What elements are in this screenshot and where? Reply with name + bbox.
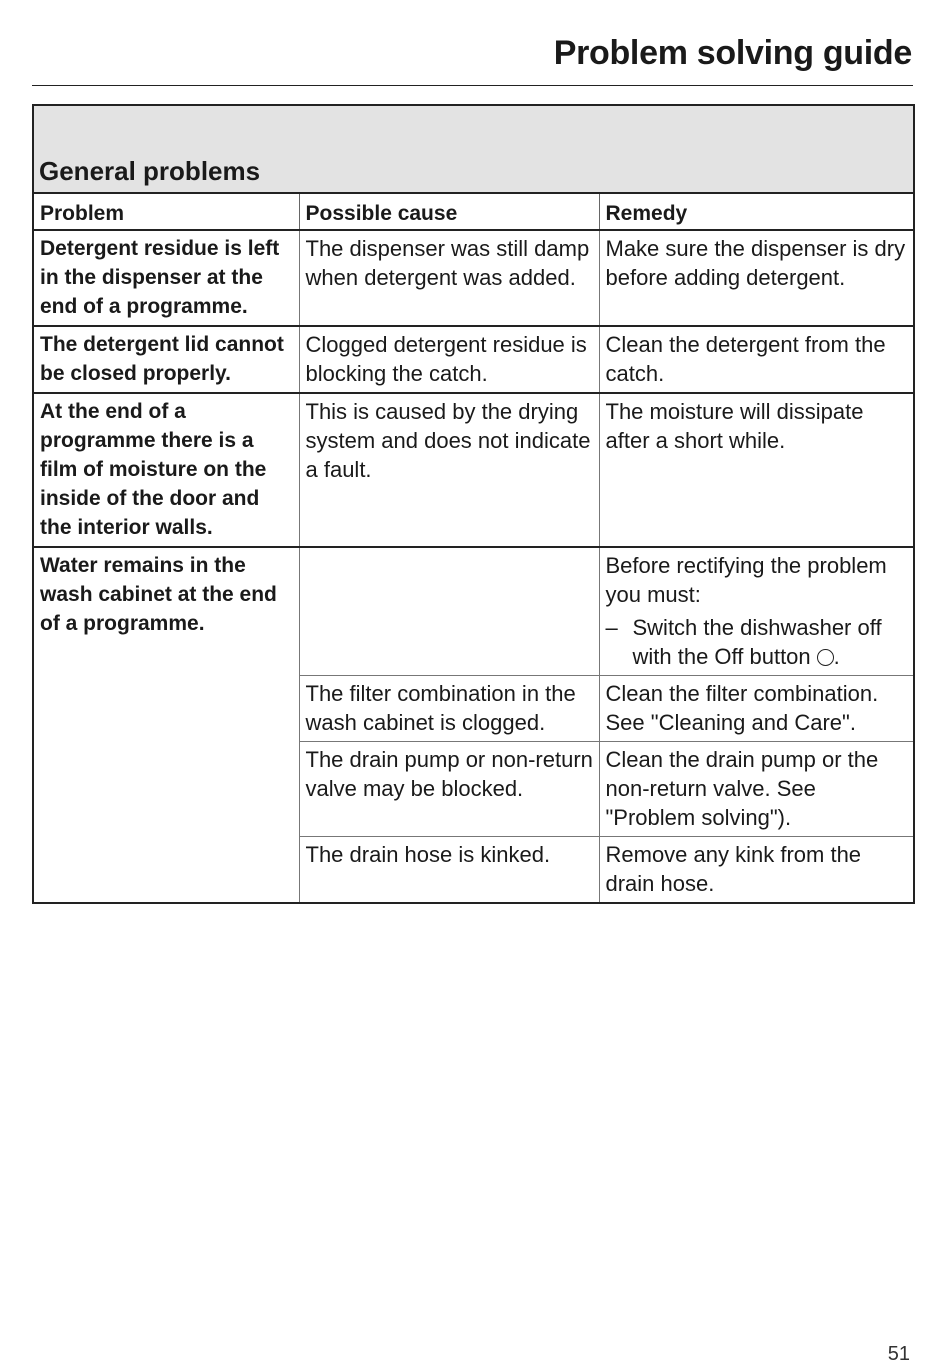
cause-cell: The dispenser was still damp when detergent was added. bbox=[299, 230, 599, 326]
remedy-cell bbox=[599, 547, 914, 676]
cause-cell: Clogged detergent residue is blocking the catch. bbox=[299, 326, 599, 393]
cause-cell: This is caused by the drying system and does not indicate a fault. bbox=[299, 393, 599, 547]
problem-solving-table bbox=[32, 104, 915, 904]
problem-cell: At the end of a programme there is a film of moisture on the inside of the door and the interior walls. bbox=[33, 393, 299, 547]
remedy-cell: The moisture will dissipate after a short while. bbox=[599, 393, 914, 547]
problem-cell: Water remains in the wash cabinet at the end of a programme. bbox=[33, 547, 299, 903]
cause-cell: The drain hose is kinked. bbox=[299, 837, 599, 904]
page-number: 51 bbox=[887, 1343, 910, 1365]
list-item-end: . bbox=[833, 644, 840, 669]
problem-cell: The detergent lid cannot be closed properly. bbox=[33, 326, 299, 393]
list-item bbox=[606, 613, 909, 671]
remedy-cell: Clean the drain pump or the non-return valve. See "Problem solving"). bbox=[599, 742, 914, 837]
remedy-cell: Clean the filter combination. See "Cleaning and Care". bbox=[599, 676, 914, 742]
table-row bbox=[33, 326, 914, 393]
column-header-possible-cause: Possible cause bbox=[299, 193, 599, 230]
section-title: General problems bbox=[33, 105, 914, 193]
page-title: Problem solving guide bbox=[553, 34, 912, 72]
remedy-intro-text: Before rectifying the problem you must: bbox=[605, 553, 887, 607]
table-row bbox=[33, 547, 914, 676]
section-header-row bbox=[33, 105, 914, 193]
table-row bbox=[33, 393, 914, 547]
table-row bbox=[33, 230, 914, 326]
power-off-circle-icon bbox=[817, 649, 834, 666]
list-item-text: Switch the dishwasher off with the Off button bbox=[632, 615, 882, 669]
remedy-cell: Clean the detergent from the catch. bbox=[599, 326, 914, 393]
cause-cell: The drain pump or non-return valve may be blocked. bbox=[299, 742, 599, 837]
title-divider bbox=[32, 85, 913, 86]
column-header-problem: Problem bbox=[33, 193, 299, 230]
remedy-steps-list bbox=[606, 613, 909, 671]
list-dash: – bbox=[605, 615, 618, 640]
problem-cell: Detergent residue is left in the dispenser at the end of a programme. bbox=[33, 230, 299, 326]
remedy-cell: Remove any kink from the drain hose. bbox=[599, 837, 914, 904]
cause-cell bbox=[299, 547, 599, 676]
column-header-row bbox=[33, 193, 914, 230]
remedy-cell: Make sure the dispenser is dry before adding detergent. bbox=[599, 230, 914, 326]
column-header-remedy: Remedy bbox=[599, 193, 914, 230]
cause-cell: The filter combination in the wash cabinet is clogged. bbox=[299, 676, 599, 742]
